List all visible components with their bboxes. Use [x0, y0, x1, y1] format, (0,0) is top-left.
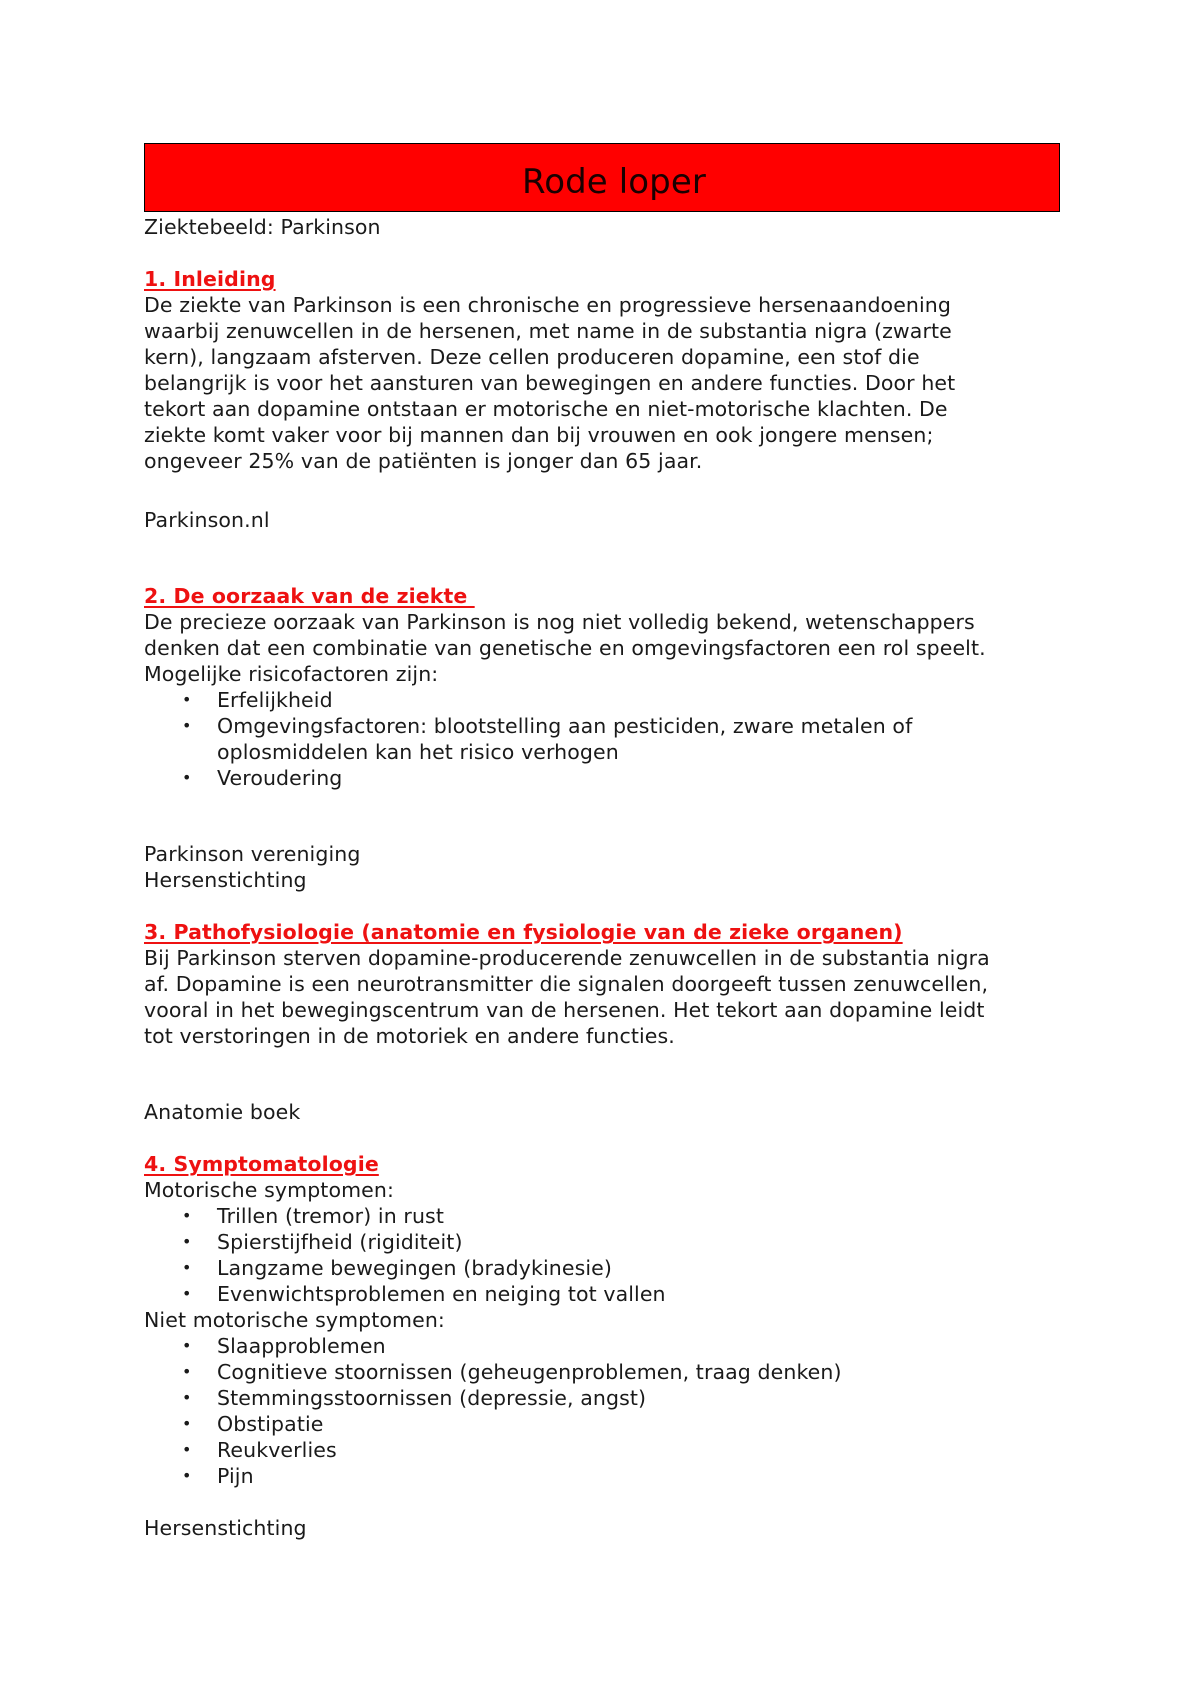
bullet-icon: • [182, 1414, 192, 1433]
section-oorzaak [144, 583, 1064, 893]
list-item: • Cognitieve stoornissen (geheugenproblemen, traag denken) [182, 1360, 842, 1384]
section-paragraph [144, 292, 1064, 474]
bullet-icon: • [182, 1258, 192, 1277]
paragraph-line: ongeveer 25% van de patiënten is jonger dan 65 jaar. [144, 449, 703, 473]
paragraph-line: kern), langzaam afsterven. Deze cellen produceren dopamine, een stof die [144, 345, 920, 369]
list-item: • Spierstijfheid (rigiditeit) [182, 1230, 463, 1254]
source-reference: Parkinson.nl [144, 508, 270, 532]
list-label: Motorische symptomen: [144, 1178, 394, 1202]
bullet-icon: • [182, 1206, 192, 1225]
list-item: • Langzame bewegingen (bradykinesie) [182, 1256, 612, 1280]
bullet-icon: • [182, 690, 192, 709]
bullet-icon: • [182, 768, 192, 787]
section-paragraph [144, 945, 1064, 1049]
source-reference: Hersenstichting [144, 868, 307, 892]
subtitle: Ziektebeeld: Parkinson [144, 215, 381, 239]
paragraph-line: waarbij zenuwcellen in de hersenen, met name in de substantia nigra (zwarte [144, 319, 952, 343]
list-item: • Pijn [182, 1464, 254, 1488]
risk-factor-list [144, 687, 1064, 791]
list-item: • Trillen (tremor) in rust [182, 1204, 444, 1228]
section-heading: 4. Symptomatologie [144, 1152, 379, 1176]
paragraph-line: De ziekte van Parkinson is een chronische en progressieve hersenaandoening [144, 293, 951, 317]
section-heading: 3. Pathofysiologie (anatomie en fysiologie van de zieke organen) [144, 920, 903, 944]
paragraph-line: vooral in het bewegingscentrum van de hersenen. Het tekort aan dopamine leidt [144, 998, 985, 1022]
list-item: • Stemmingsstoornissen (depressie, angst) [182, 1386, 647, 1410]
bullet-icon: • [182, 1232, 192, 1251]
bullet-icon: • [182, 1284, 192, 1303]
bullet-icon: • [182, 1336, 192, 1355]
bullet-icon: • [182, 1388, 192, 1407]
section-inleiding [144, 266, 1064, 533]
paragraph-line: belangrijk is voor het aansturen van bewegingen en andere functies. Door het [144, 371, 956, 395]
list-label: Niet motorische symptomen: [144, 1308, 445, 1332]
paragraph-line: af. Dopamine is een neurotransmitter die signalen doorgeeft tussen zenuwcellen, [144, 972, 989, 996]
motor-symptom-list [144, 1203, 1064, 1307]
list-item: • Evenwichtsproblemen en neiging tot vallen [182, 1282, 666, 1306]
list-item: • Slaapproblemen [182, 1334, 386, 1358]
nonmotor-symptom-list [144, 1333, 1064, 1489]
source-reference: Parkinson vereniging [144, 842, 361, 866]
paragraph-line: ziekte komt vaker voor bij mannen dan bij vrouwen en ook jongere mensen; [144, 423, 934, 447]
document-title: Rode loper [522, 162, 706, 202]
section-heading: 2. De oorzaak van de ziekte [144, 584, 475, 608]
section-paragraph [144, 609, 1064, 687]
paragraph-line: tekort aan dopamine ontstaan er motorische en niet-motorische klachten. De [144, 397, 948, 421]
list-item: • Reukverlies [182, 1438, 337, 1462]
source-reference: Anatomie boek [144, 1100, 301, 1124]
bullet-icon: • [182, 1362, 192, 1381]
list-item: • Erfelijkheid [182, 688, 333, 712]
paragraph-line: denken dat een combinatie van genetische en omgevingsfactoren een rol speelt. [144, 636, 986, 660]
bullet-icon: • [182, 1466, 192, 1485]
paragraph-line: Mogelijke risicofactoren zijn: [144, 662, 439, 686]
document-page [144, 143, 1064, 1541]
bullet-icon: • [182, 716, 192, 735]
paragraph-line: Bij Parkinson sterven dopamine-producerende zenuwcellen in de substantia nigra [144, 946, 990, 970]
title-banner [144, 143, 1060, 212]
section-symptomatologie [144, 1151, 1064, 1541]
list-item: • Omgevingsfactoren: blootstelling aan pesticiden, zware metalen of oplosmiddelen kan het risico verhogen [182, 714, 913, 764]
paragraph-line: tot verstoringen in de motoriek en andere functies. [144, 1024, 675, 1048]
source-reference: Hersenstichting [144, 1516, 307, 1540]
section-heading: 1. Inleiding [144, 267, 276, 291]
section-pathofysiologie [144, 919, 1064, 1125]
paragraph-line: De precieze oorzaak van Parkinson is nog niet volledig bekend, wetenschappers [144, 610, 975, 634]
list-item: • Obstipatie [182, 1412, 324, 1436]
list-item: • Veroudering [182, 766, 343, 790]
bullet-icon: • [182, 1440, 192, 1459]
